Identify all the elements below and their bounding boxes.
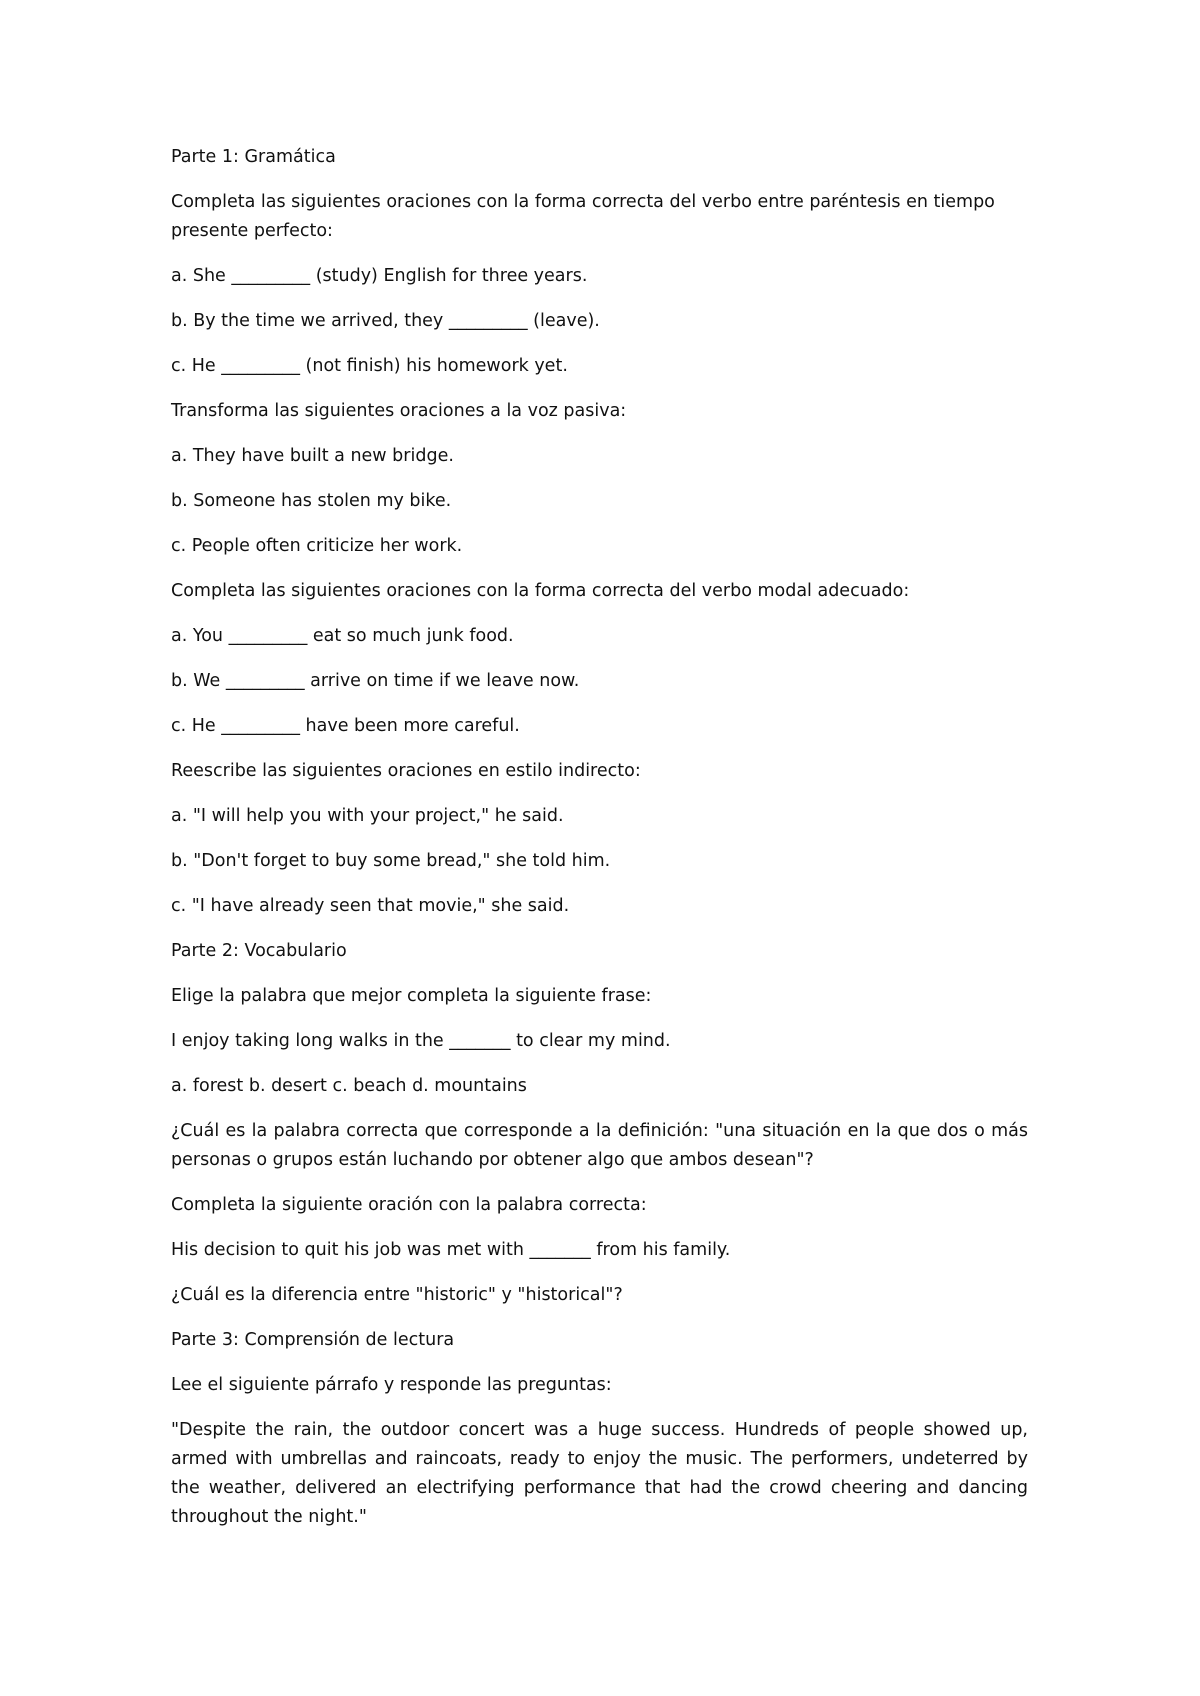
instruction-reported-speech: Reescribe las siguientes oraciones en estilo indirecto: <box>171 761 641 781</box>
exercise-item: b. "Don't forget to buy some bread," she told him. <box>171 851 611 871</box>
exercise-item: c. "I have already seen that movie," she said. <box>171 896 570 916</box>
instruction-modal-verbs: Completa las siguientes oraciones con la forma correcta del verbo modal adecuado: <box>171 581 910 601</box>
difference-question: ¿Cuál es la diferencia entre "historic" y "historical"? <box>171 1285 623 1305</box>
instruction-choose-word: Elige la palabra que mejor completa la siguiente frase: <box>171 986 652 1006</box>
exercise-item: a. You _________ eat so much junk food. <box>171 626 514 646</box>
instruction-complete-sentence: Completa la siguiente oración con la palabra correcta: <box>171 1195 647 1215</box>
reading-paragraph: "Despite the rain, the outdoor concert was a huge success. Hundreds of people showed up, armed with umbrellas and raincoats, ready to enjoy the music. The performers, undeterred by the weather, delivered an electrifying performance that had the crowd cheering and dancing throughout the night." <box>171 1420 1034 1527</box>
answer-options: a. forest b. desert c. beach d. mountains <box>171 1076 527 1096</box>
exercise-item: His decision to quit his job was met with _______ from his family. <box>171 1240 731 1260</box>
exercise-item: a. She _________ (study) English for three years. <box>171 266 588 286</box>
exercise-item: b. By the time we arrived, they _________ (leave). <box>171 311 600 331</box>
exercise-item: a. They have built a new bridge. <box>171 446 454 466</box>
exercise-item: c. He _________ have been more careful. <box>171 716 520 736</box>
section-heading-part-2: Parte 2: Vocabulario <box>171 941 347 961</box>
instruction-present-perfect: Completa las siguientes oraciones con la forma correcta del verbo entre paréntesis en tiempo presente perfecto: <box>171 192 1001 241</box>
exercise-item: I enjoy taking long walks in the _______ to clear my mind. <box>171 1031 671 1051</box>
document-page <box>171 143 1034 1548</box>
exercise-item: b. Someone has stolen my bike. <box>171 491 452 511</box>
section-heading-part-1: Parte 1: Gramática <box>171 147 336 167</box>
exercise-item: b. We _________ arrive on time if we leave now. <box>171 671 580 691</box>
exercise-item: a. "I will help you with your project," he said. <box>171 806 564 826</box>
section-heading-part-3: Parte 3: Comprensión de lectura <box>171 1330 455 1350</box>
exercise-item: c. People often criticize her work. <box>171 536 463 556</box>
exercise-item: c. He _________ (not finish) his homework yet. <box>171 356 568 376</box>
instruction-passive-voice: Transforma las siguientes oraciones a la voz pasiva: <box>171 401 627 421</box>
instruction-reading: Lee el siguiente párrafo y responde las preguntas: <box>171 1375 612 1395</box>
definition-question: ¿Cuál es la palabra correcta que corresponde a la definición: "una situación en la que dos o más personas o grupos están luchando por obtener algo que ambos desean"? <box>171 1121 1034 1170</box>
